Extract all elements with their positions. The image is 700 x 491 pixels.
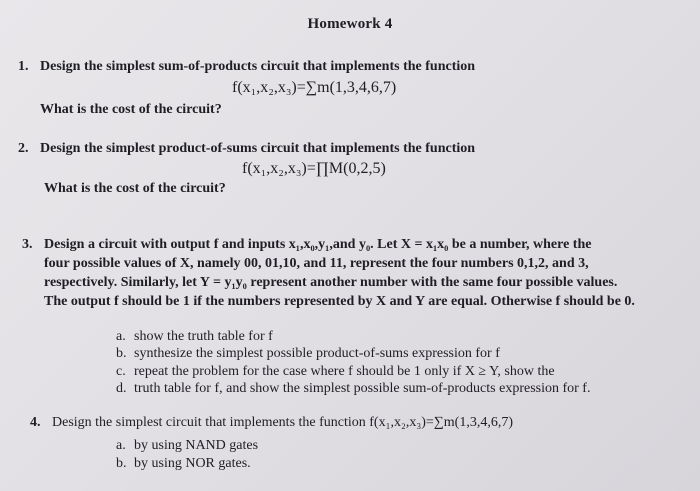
q3-item-b: [116, 346, 500, 362]
q3-line-1: Design a circuit with output f and inputs x₁,x₀,y₁,and y₀. Let X = x₁x₀ be a number, where the: [44, 237, 592, 252]
q3-item-d: [116, 381, 590, 397]
q3-item-b-text: synthesize the simplest possible product-of-sums expression for f: [134, 346, 500, 361]
q3-line-2: four possible values of X, namely 00, 01,10, and 11, represent the four numbers 0,1,2, and 3,: [44, 256, 589, 271]
q2-cost: What is the cost of the circuit?: [44, 181, 226, 196]
q3-line-3: respectively. Similarly, let Y = y₁y₀ represent another number with the same four possible values.: [44, 275, 618, 290]
q3-item-d-letter: d.: [116, 381, 127, 396]
q3-item-c-text: repeat the problem for the case where f should be 1 only if X ≥ Y, show the: [134, 364, 555, 379]
q4-item-b-letter: b.: [116, 456, 127, 471]
q4-number: 4.: [30, 415, 41, 430]
q3-item-a: [116, 329, 273, 345]
q1-formula: f(x₁,x₂,x₃)=∑m(1,3,4,6,7): [232, 79, 397, 96]
q3-item-b-letter: b.: [116, 346, 127, 361]
q1-prompt: Design the simplest sum-of-products circuit that implements the function: [40, 59, 476, 74]
q1-number: 1.: [18, 59, 29, 74]
q3-item-c-letter: c.: [116, 364, 126, 379]
q1-cost: What is the cost of the circuit?: [40, 102, 222, 117]
q3-item-c: [116, 364, 555, 380]
q4-item-b-text: by using NOR gates.: [134, 456, 251, 471]
q3-item-a-text: show the truth table for f: [134, 329, 273, 344]
q4-item-a-text: by using NAND gates: [134, 438, 259, 453]
q4-item-b: [116, 456, 251, 472]
q4-item-a: [116, 438, 258, 454]
q3-item-a-letter: a.: [116, 329, 126, 344]
q2-number: 2.: [18, 141, 29, 156]
q4-prompt: Design the simplest circuit that implements the function f(x₁,x₂,x₃)=∑m(1,3,4,6,7): [52, 415, 513, 430]
q3-number: 3.: [22, 237, 33, 252]
q2-formula: f(x₁,x₂,x₃)=∏M(0,2,5): [242, 160, 386, 177]
q3-item-d-text: truth table for f, and show the simplest possible sum-of-products expression for f.: [134, 381, 591, 396]
q4-item-a-letter: a.: [116, 438, 126, 453]
q2-prompt: Design the simplest product-of-sums circuit that implements the function: [40, 141, 476, 156]
q3-line-4: The output f should be 1 if the numbers represented by X and Y are equal. Otherwise f should be 0.: [44, 294, 635, 309]
page-title: Homework 4: [307, 16, 393, 32]
